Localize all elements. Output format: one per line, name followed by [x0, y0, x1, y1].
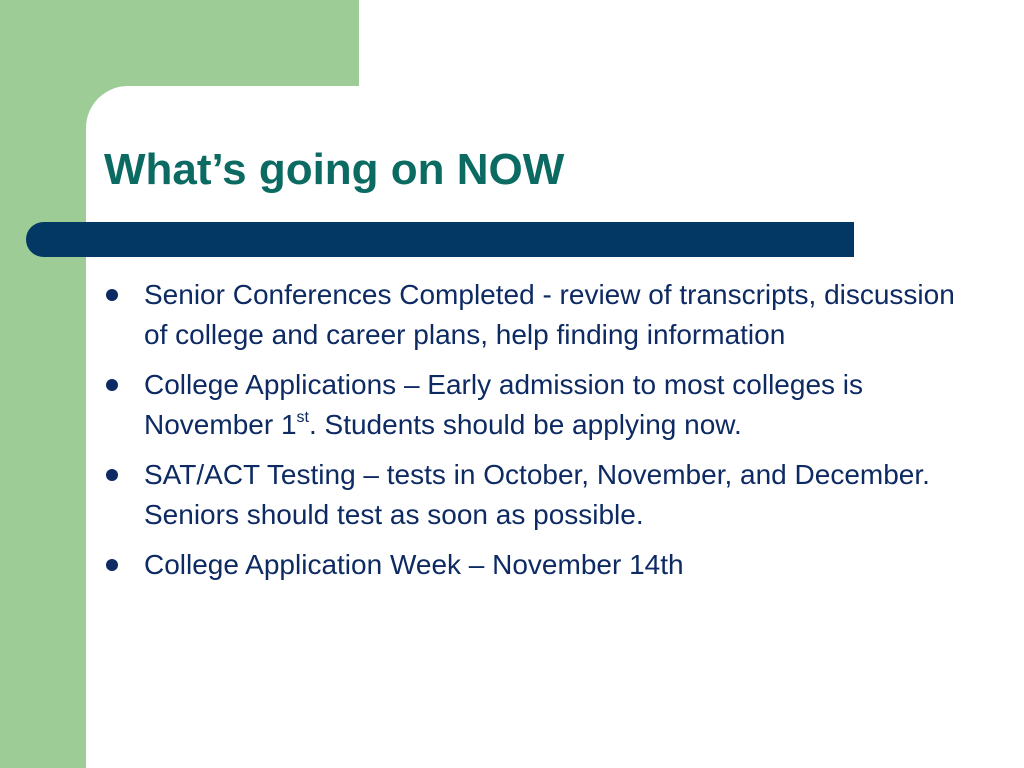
bullet-text-part1: College Applications – Early admission to most colleges is November 1: [144, 369, 864, 440]
slide-title: What’s going on NOW: [104, 145, 565, 194]
bullet-text: SAT/ACT Testing – tests in October, November, and December. Seniors should test as soon as possible.: [144, 459, 930, 530]
title-divider-bar: [26, 222, 854, 257]
bullet-dot-icon: [106, 379, 118, 391]
bullet-college-applications: [104, 365, 984, 445]
bullet-list: [104, 275, 984, 595]
bullet-dot-icon: [106, 559, 118, 571]
bullet-application-week: [104, 545, 984, 585]
bullet-text: College Application Week – November 14th: [144, 549, 684, 580]
bullet-senior-conferences: [104, 275, 984, 355]
bullet-dot-icon: [106, 469, 118, 481]
bullet-dot-icon: [106, 289, 118, 301]
bullet-sat-act-testing: [104, 455, 984, 535]
bullet-text: Senior Conferences Completed - review of transcripts, discussion of college and career plans, help finding information: [144, 279, 955, 350]
bullet-superscript: st: [296, 408, 309, 426]
bullet-text-part2: . Students should be applying now.: [308, 409, 742, 440]
